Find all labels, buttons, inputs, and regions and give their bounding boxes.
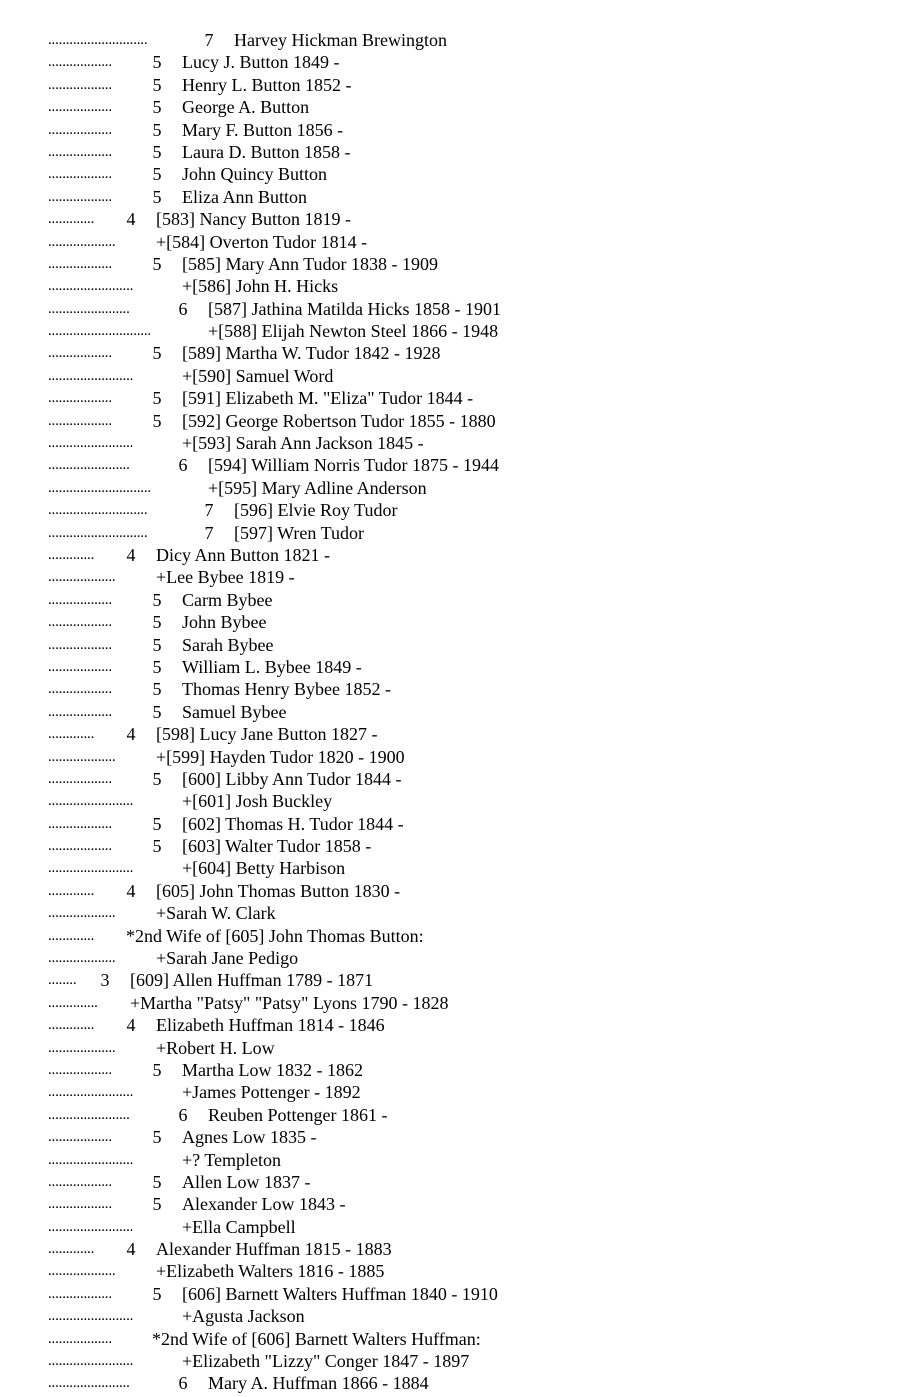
leader-dots: .............. (48, 994, 98, 1011)
person-name: [596] Elvie Roy Tudor (234, 500, 398, 521)
leader-dots: .................. (48, 1173, 112, 1190)
spouse-name: +[595] Mary Adline Anderson (208, 477, 427, 498)
spouse-row (0, 902, 916, 924)
person-row (0, 1238, 916, 1260)
person-row (0, 522, 916, 544)
person-name: Mary A. Huffman 1866 - 1884 (208, 1373, 429, 1394)
generation-number: 5 (152, 410, 162, 431)
person-name: George A. Button (182, 97, 310, 118)
spouse-name: +[604] Betty Harbison (182, 858, 346, 879)
spouse-row (0, 365, 916, 387)
generation-number: 5 (152, 1171, 162, 1192)
leader-dots: .................. (48, 188, 112, 205)
person-name: [602] Thomas H. Tudor 1844 - (182, 813, 404, 834)
leader-dots: ........ (48, 972, 77, 989)
person-row (0, 342, 916, 364)
leader-dots: ............. (48, 726, 95, 743)
generation-number: 6 (178, 1373, 188, 1394)
leader-dots: ................... (48, 1263, 116, 1280)
person-row (0, 611, 916, 633)
leader-dots: ............................ (48, 502, 148, 519)
spouse-row (0, 320, 916, 342)
leader-dots: ............................ (48, 524, 148, 541)
person-name: [609] Allen Huffman 1789 - 1871 (130, 970, 374, 991)
leader-dots: .................. (48, 815, 112, 832)
person-name: [600] Libby Ann Tudor 1844 - (182, 768, 402, 789)
person-name: John Quincy Button (182, 164, 328, 185)
person-name: Alexander Huffman 1815 - 1883 (156, 1239, 392, 1260)
person-row (0, 634, 916, 656)
spouse-name: +[588] Elijah Newton Steel 1866 - 1948 (208, 321, 499, 342)
person-name: Reuben Pottenger 1861 - (208, 1104, 388, 1125)
leader-dots: .................. (48, 591, 112, 608)
leader-dots: .................. (48, 54, 112, 71)
leader-dots: ........................ (48, 1084, 134, 1101)
generation-number: 5 (152, 164, 162, 185)
spouse-name: +James Pottenger - 1892 (182, 1082, 361, 1103)
person-name: [594] William Norris Tudor 1875 - 1944 (208, 455, 499, 476)
person-name: [585] Mary Ann Tudor 1838 - 1909 (182, 253, 439, 274)
generation-number: 4 (126, 1015, 136, 1036)
spouse-row (0, 477, 916, 499)
leader-dots: ............................. (48, 479, 151, 496)
generation-number: 5 (152, 253, 162, 274)
person-row (0, 678, 916, 700)
generation-number: 5 (152, 388, 162, 409)
person-row (0, 1014, 916, 1036)
person-name: Henry L. Button 1852 - (182, 74, 352, 95)
leader-dots: .................. (48, 390, 112, 407)
spouse-row (0, 746, 916, 768)
person-name: [605] John Thomas Button 1830 - (156, 880, 401, 901)
person-row (0, 208, 916, 230)
leader-dots: .................. (48, 770, 112, 787)
leader-dots: .................. (48, 166, 112, 183)
leader-dots: ........................ (48, 1218, 134, 1235)
generation-number: 3 (100, 970, 110, 991)
spouse-row (0, 947, 916, 969)
leader-dots: .................. (48, 636, 112, 653)
spouse-row (0, 1037, 916, 1059)
person-name: Agnes Low 1835 - (182, 1127, 317, 1148)
spouse-name: +Lee Bybee 1819 - (156, 567, 295, 588)
generation-number: 4 (126, 209, 136, 230)
spouse-name: +Robert H. Low (156, 1037, 275, 1058)
generation-number: 5 (152, 1127, 162, 1148)
leader-dots: ........................ (48, 860, 134, 877)
leader-dots: .................. (48, 143, 112, 160)
generation-number: 5 (152, 634, 162, 655)
generation-number: 5 (152, 1059, 162, 1080)
person-row (0, 969, 916, 991)
leader-dots: ................... (48, 1039, 116, 1056)
person-row (0, 835, 916, 857)
leader-dots: ........................ (48, 435, 134, 452)
leader-dots: .................. (48, 658, 112, 675)
leader-dots: .................. (48, 1330, 112, 1347)
descendant-report (0, 29, 916, 1395)
person-name: Dicy Ann Button 1821 - (156, 544, 330, 565)
spouse-row (0, 231, 916, 253)
person-name: Samuel Bybee (182, 701, 287, 722)
leader-dots: ............. (48, 1017, 95, 1034)
person-row (0, 387, 916, 409)
leader-dots: .................. (48, 1061, 112, 1078)
leader-dots: ....................... (48, 1375, 130, 1392)
person-name: [583] Nancy Button 1819 - (156, 209, 351, 230)
person-row (0, 813, 916, 835)
leader-dots: ........................ (48, 1151, 134, 1168)
generation-number: 5 (152, 97, 162, 118)
person-row (0, 1059, 916, 1081)
leader-dots: .................. (48, 412, 112, 429)
spouse-name: +[601] Josh Buckley (182, 791, 333, 812)
spouse-name: +? Templeton (182, 1149, 282, 1170)
person-name: [592] George Robertson Tudor 1855 - 1880 (182, 410, 496, 431)
person-row (0, 1193, 916, 1215)
spouse-row (0, 790, 916, 812)
generation-number: 5 (152, 768, 162, 789)
spouse-row (0, 275, 916, 297)
second-wife-row (0, 925, 916, 947)
spouse-row (0, 566, 916, 588)
spouse-row (0, 432, 916, 454)
generation-number: 5 (152, 612, 162, 633)
spouse-name: +Martha "Patsy" "Patsy" Lyons 1790 - 1828 (130, 992, 449, 1013)
generation-number: 5 (152, 589, 162, 610)
person-name: Elizabeth Huffman 1814 - 1846 (156, 1015, 385, 1036)
leader-dots: ....................... (48, 1106, 130, 1123)
generation-number: 5 (152, 141, 162, 162)
second-wife-row (0, 1328, 916, 1350)
spouse-name: +[590] Samuel Word (182, 365, 334, 386)
leader-dots: .................. (48, 1196, 112, 1213)
person-row (0, 1283, 916, 1305)
person-row (0, 768, 916, 790)
generation-number: 4 (126, 724, 136, 745)
person-row (0, 723, 916, 745)
generation-number: 6 (178, 298, 188, 319)
generation-number: 7 (204, 30, 214, 50)
leader-dots: ........................ (48, 278, 134, 295)
person-name: Mary F. Button 1856 - (182, 119, 344, 140)
leader-dots: ............. (48, 927, 95, 944)
person-row (0, 454, 916, 476)
person-name: Alexander Low 1843 - (182, 1194, 346, 1215)
spouse-row (0, 857, 916, 879)
leader-dots: ................... (48, 905, 116, 922)
person-row (0, 141, 916, 163)
person-name: Laura D. Button 1858 - (182, 141, 351, 162)
person-row (0, 186, 916, 208)
spouse-name: +[586] John H. Hicks (182, 276, 339, 297)
person-row (0, 880, 916, 902)
generation-number: 5 (152, 836, 162, 857)
generation-number: 5 (152, 119, 162, 140)
person-name: Eliza Ann Button (182, 186, 307, 207)
leader-dots: ........................ (48, 1353, 134, 1370)
leader-dots: ....................... (48, 300, 130, 317)
leader-dots: ........................ (48, 793, 134, 810)
leader-dots: .................. (48, 1129, 112, 1146)
leader-dots: ................... (48, 233, 116, 250)
spouse-name: +Agusta Jackson (182, 1306, 305, 1327)
spouse-name: +[584] Overton Tudor 1814 - (156, 231, 368, 252)
person-row (0, 1171, 916, 1193)
spouse-row (0, 1216, 916, 1238)
person-name: [598] Lucy Jane Button 1827 - (156, 724, 378, 745)
leader-dots: .................. (48, 681, 112, 698)
person-row (0, 163, 916, 185)
person-row (0, 1104, 916, 1126)
generation-number: 5 (152, 813, 162, 834)
person-name: [587] Jathina Matilda Hicks 1858 - 1901 (208, 298, 501, 319)
leader-dots: .................. (48, 703, 112, 720)
generation-number: 5 (152, 52, 162, 73)
generation-number: 5 (152, 656, 162, 677)
spouse-row (0, 1081, 916, 1103)
leader-dots: ................... (48, 569, 116, 586)
spouse-name: +Sarah W. Clark (156, 903, 276, 924)
leader-dots: .................. (48, 345, 112, 362)
leader-dots: ........................ (48, 367, 134, 384)
person-name: Martha Low 1832 - 1862 (182, 1059, 363, 1080)
person-row (0, 410, 916, 432)
person-row (0, 701, 916, 723)
generation-number: 5 (152, 1194, 162, 1215)
leader-dots: ................... (48, 950, 116, 967)
spouse-name: +Elizabeth "Lizzy" Conger 1847 - 1897 (182, 1351, 470, 1372)
person-name: Harvey Hickman Brewington (234, 30, 447, 50)
spouse-row (0, 1149, 916, 1171)
leader-dots: ....................... (48, 457, 130, 474)
second-wife-label: *2nd Wife of [606] Barnett Walters Huffman: (152, 1328, 481, 1349)
spouse-row (0, 1260, 916, 1282)
person-name: [606] Barnett Walters Huffman 1840 - 1910 (182, 1283, 498, 1304)
spouse-row (0, 992, 916, 1014)
generation-number: 4 (126, 1239, 136, 1260)
leader-dots: .................. (48, 99, 112, 116)
spouse-name: +[593] Sarah Ann Jackson 1845 - (182, 433, 424, 454)
person-row (0, 544, 916, 566)
leader-dots: .................. (48, 255, 112, 272)
person-row (0, 74, 916, 96)
person-row (0, 589, 916, 611)
generation-number: 5 (152, 701, 162, 722)
generation-number: 5 (152, 186, 162, 207)
generation-number: 6 (178, 1104, 188, 1125)
person-row (0, 499, 916, 521)
person-row (0, 119, 916, 141)
person-row (0, 1126, 916, 1148)
second-wife-label: *2nd Wife of [605] John Thomas Button: (126, 925, 424, 946)
person-name: Carm Bybee (182, 589, 273, 610)
person-row (0, 253, 916, 275)
generation-number: 4 (126, 544, 136, 565)
person-name: [597] Wren Tudor (234, 522, 364, 543)
person-row (0, 1372, 916, 1394)
person-name: [591] Elizabeth M. "Eliza" Tudor 1844 - (182, 388, 474, 409)
person-name: Thomas Henry Bybee 1852 - (182, 679, 391, 700)
leader-dots: .................. (48, 76, 112, 93)
spouse-row (0, 1305, 916, 1327)
person-name: John Bybee (182, 612, 267, 633)
spouse-name: +Sarah Jane Pedigo (156, 948, 299, 969)
generation-number: 5 (152, 679, 162, 700)
person-row (0, 51, 916, 73)
leader-dots: .................. (48, 838, 112, 855)
spouse-name: +Ella Campbell (182, 1216, 296, 1237)
person-row (0, 96, 916, 118)
person-name: [589] Martha W. Tudor 1842 - 1928 (182, 343, 441, 364)
generation-number: 7 (204, 522, 214, 543)
leader-dots: .................. (48, 121, 112, 138)
person-name: William L. Bybee 1849 - (182, 656, 362, 677)
spouse-row (0, 1350, 916, 1372)
person-row (0, 298, 916, 320)
spouse-name: +[599] Hayden Tudor 1820 - 1900 (156, 746, 405, 767)
leader-dots: .................. (48, 1285, 112, 1302)
generation-number: 7 (204, 500, 214, 521)
leader-dots: ............. (48, 211, 95, 228)
leader-dots: ............................. (48, 323, 151, 340)
generation-number: 6 (178, 455, 188, 476)
leader-dots: ............. (48, 546, 95, 563)
person-name: [603] Walter Tudor 1858 - (182, 836, 372, 857)
generation-number: 5 (152, 343, 162, 364)
leader-dots: ........................ (48, 1308, 134, 1325)
person-name: Allen Low 1837 - (182, 1171, 311, 1192)
generation-number: 5 (152, 74, 162, 95)
person-row (0, 29, 916, 51)
leader-dots: ............................ (48, 32, 148, 48)
leader-dots: .................. (48, 614, 112, 631)
spouse-name: +Elizabeth Walters 1816 - 1885 (156, 1261, 385, 1282)
person-name: Lucy J. Button 1849 - (182, 52, 340, 73)
person-row (0, 656, 916, 678)
person-name: Sarah Bybee (182, 634, 274, 655)
leader-dots: ................... (48, 748, 116, 765)
leader-dots: ............. (48, 1241, 95, 1258)
generation-number: 4 (126, 880, 136, 901)
generation-number: 5 (152, 1283, 162, 1304)
leader-dots: ............. (48, 882, 95, 899)
